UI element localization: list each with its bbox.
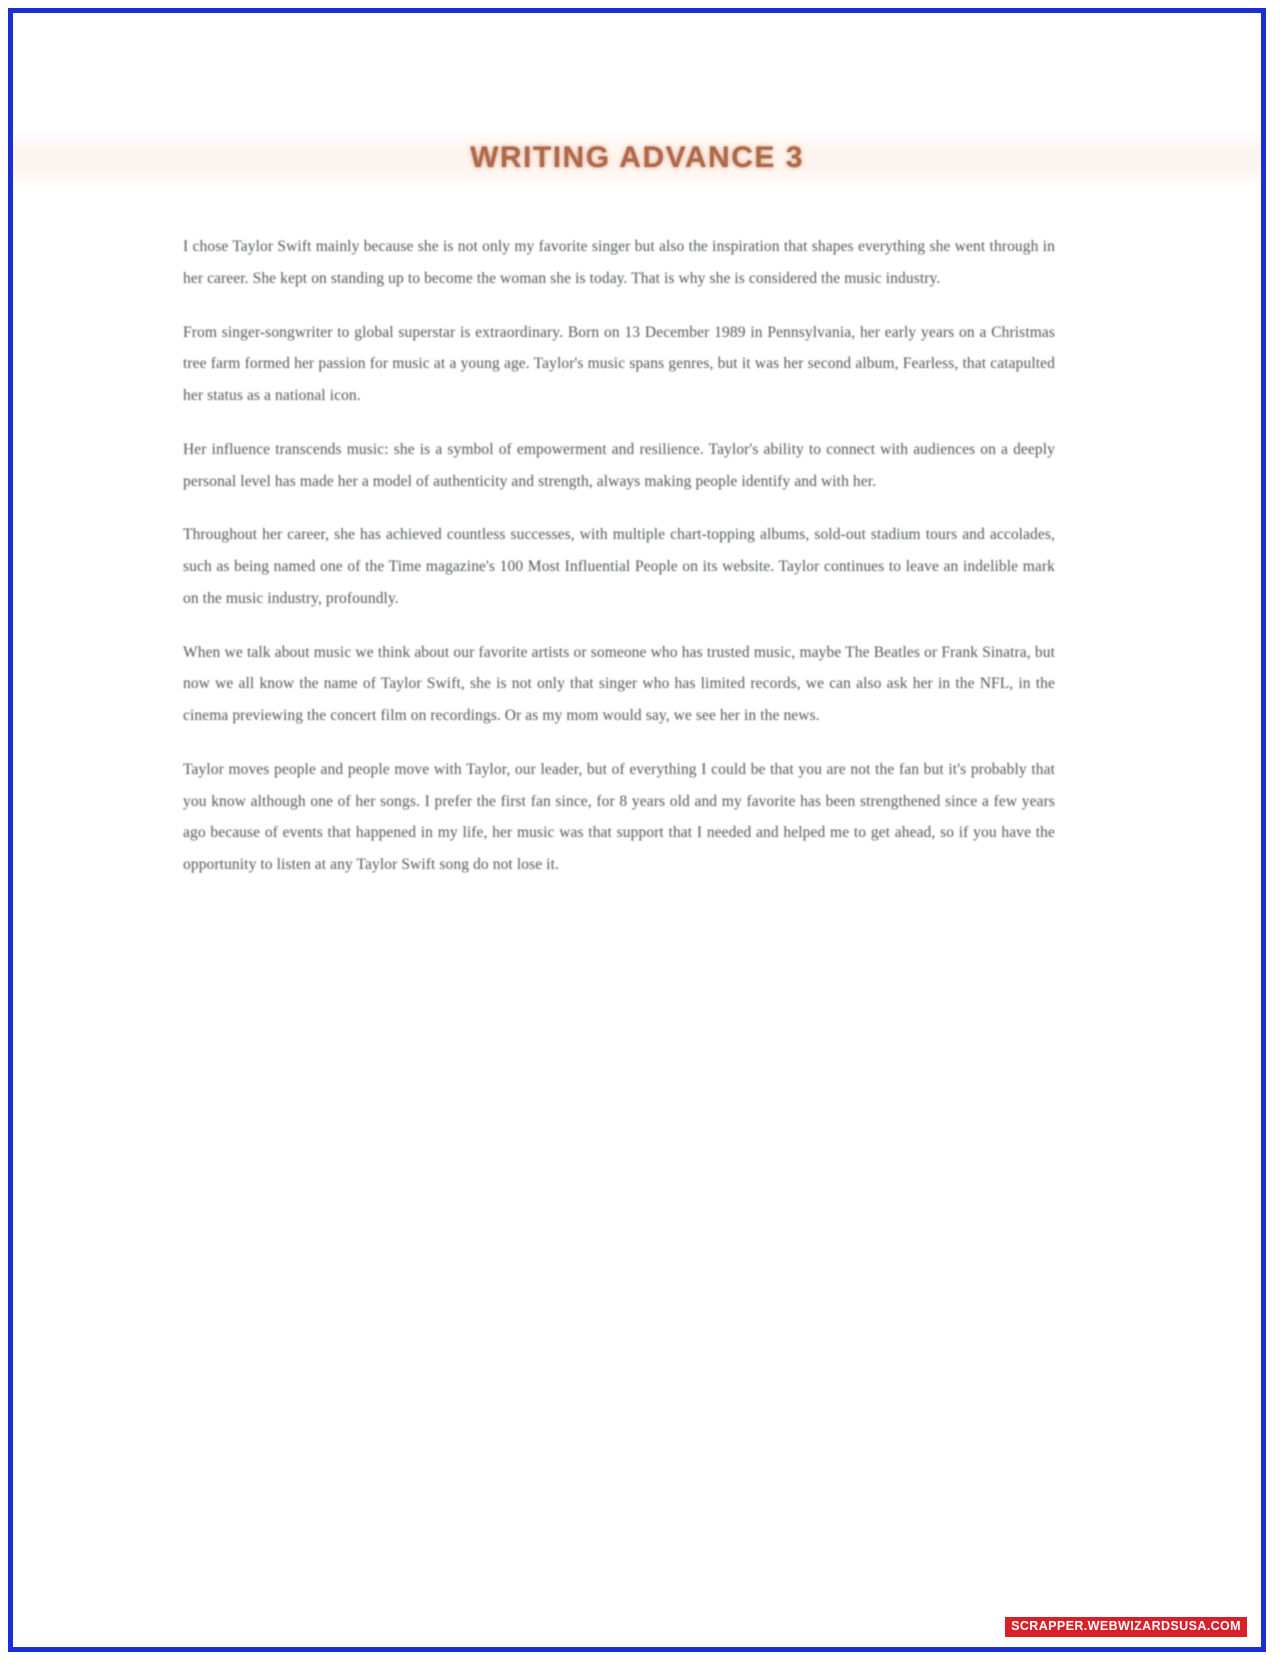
document-page-frame — [8, 8, 1266, 1652]
document-body — [183, 231, 1055, 881]
watermark-badge: SCRAPPER.WEBWIZARDSUSA.COM — [1005, 1617, 1247, 1637]
paragraph: Taylor moves people and people move with Taylor, our leader, but of everything I could be that you are not the fan but it's probably that you know although one of her songs. I prefer the first fan since, for 8 years old and my favorite has been strengthened since a few years ago because of events that happened in my life, her music was that support that I needed and helped me to get ahead, so if you have the opportunity to listen at any Taylor Swift song do not lose it. — [183, 760, 1055, 874]
paragraph: Her influence transcends music: she is a symbol of empowerment and resilience. Taylor's ability to connect with audiences on a deeply personal level has made her a model of authenticity and strength, always making people identify and with her. — [183, 440, 1055, 490]
paragraph: I chose Taylor Swift mainly because she is not only my favorite singer but also the inspiration that shapes everything she went through in her career. She kept on standing up to become the woman she is today. That is why she is considered the music industry. — [183, 238, 1055, 287]
page-title: WRITING ADVANCE 3 — [13, 131, 1261, 187]
paragraph: From singer-songwriter to global superstar is extraordinary. Born on 13 December 1989 in Pennsylvania, her early years on a Christmas tree farm formed her passion for music at a young age. Taylor's music spans genres, but it was her second album, Fearless, that catapulted her status as a national icon. — [183, 323, 1055, 405]
paragraph: Throughout her career, she has achieved countless successes, with multiple chart-topping albums, sold-out stadium tours and accolades, such as being named one of the Time magazine's 100 Most Influential People on its website. Taylor continues to leave an indelible mark on the music industry, profoundly. — [183, 526, 1055, 607]
document-surface — [13, 13, 1261, 1647]
paragraph: When we talk about music we think about our favorite artists or someone who has trusted music, maybe The Beatles or Frank Sinatra, but now we all know the name of Taylor Swift, she is not only that singer who has limited records, we can also ask her in the NFL, in the cinema previewing the concert film on recordings. Or as my mom would say, we see her in the news. — [183, 643, 1055, 725]
